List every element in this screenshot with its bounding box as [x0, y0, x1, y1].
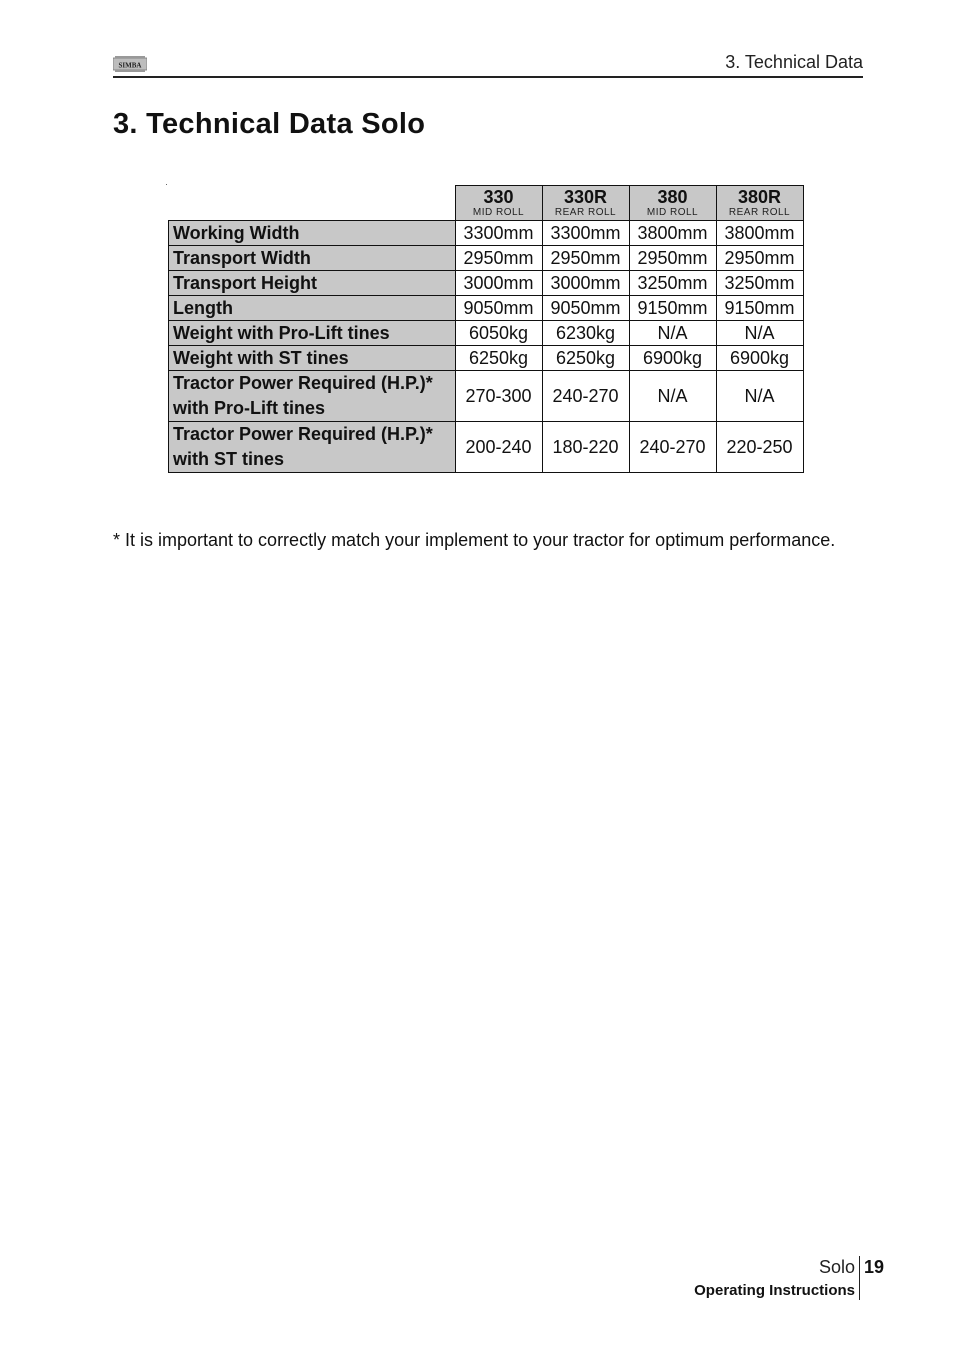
row-label	[169, 422, 456, 473]
table-cell: 240-270	[629, 422, 716, 473]
table-cell: N/A	[629, 321, 716, 346]
section-header: 3. Technical Data	[725, 52, 863, 72]
row-label	[169, 371, 456, 422]
table-cell: 2950mm	[542, 246, 629, 271]
footer-doc-type: Operating Instructions	[694, 1282, 855, 1299]
footer-divider	[859, 1256, 860, 1300]
table-cell: 3000mm	[542, 271, 629, 296]
table-cell: N/A	[629, 371, 716, 422]
table-row	[169, 246, 804, 271]
table-row	[169, 221, 804, 246]
table-cell: 240-270	[542, 371, 629, 422]
row-label: Length	[169, 296, 456, 321]
model-name: 330R	[563, 187, 608, 207]
table-cell: N/A	[716, 371, 803, 422]
table-cell: 6900kg	[629, 346, 716, 371]
model-header-330r	[542, 186, 629, 221]
row-label: Weight with Pro-Lift tines	[169, 321, 456, 346]
header-rule	[113, 76, 863, 78]
page-number: 19	[864, 1257, 885, 1277]
table-cell: 9150mm	[629, 296, 716, 321]
row-label-line: with ST tines	[173, 449, 285, 469]
stray-mark	[166, 184, 167, 185]
page-title: 3. Technical Data Solo	[113, 108, 426, 140]
table-cell: 3300mm	[542, 221, 629, 246]
table-row	[169, 346, 804, 371]
table-header-row	[169, 186, 804, 221]
model-subtitle: MID ROLL	[472, 207, 525, 218]
table-cell: 9050mm	[542, 296, 629, 321]
table-cell: 3800mm	[629, 221, 716, 246]
footer-product-name: Solo	[818, 1257, 855, 1277]
model-header-380r	[716, 186, 803, 221]
table-row	[169, 422, 804, 473]
row-label-line: Tractor Power Required (H.P.)*	[173, 424, 433, 444]
row-label: Transport Height	[169, 271, 456, 296]
row-label: Weight with ST tines	[169, 346, 456, 371]
row-label-line: with Pro-Lift tines	[173, 398, 325, 418]
table-cell: 9150mm	[716, 296, 803, 321]
table-row	[169, 271, 804, 296]
table-cell: 3300mm	[455, 221, 542, 246]
table-cell: 3250mm	[716, 271, 803, 296]
model-subtitle: REAR ROLL	[728, 207, 791, 218]
table-cell: 3000mm	[455, 271, 542, 296]
table-cell: 220-250	[716, 422, 803, 473]
model-subtitle: REAR ROLL	[554, 207, 617, 218]
table-cell: 6230kg	[542, 321, 629, 346]
simba-logo	[113, 56, 147, 72]
row-label: Working Width	[169, 221, 456, 246]
table-cell: 270-300	[455, 371, 542, 422]
technical-data-table	[168, 185, 804, 473]
table-row	[169, 296, 804, 321]
footnote: * It is important to correctly match your implement to your tractor for optimum performance.	[113, 530, 836, 550]
table-cell: 6900kg	[716, 346, 803, 371]
model-name: 330	[483, 187, 514, 207]
table-cell: 6050kg	[455, 321, 542, 346]
table-row	[169, 371, 804, 422]
svg-text:SIMBA: SIMBA	[118, 61, 142, 70]
table-cell: 6250kg	[542, 346, 629, 371]
table-cell: 6250kg	[455, 346, 542, 371]
model-subtitle: MID ROLL	[646, 207, 699, 218]
table-cell: 180-220	[542, 422, 629, 473]
row-label-line: Tractor Power Required (H.P.)*	[173, 373, 433, 393]
table-cell: 3800mm	[716, 221, 803, 246]
model-header-330	[455, 186, 542, 221]
table-row	[169, 321, 804, 346]
model-name: 380	[657, 187, 688, 207]
model-name: 380R	[737, 187, 782, 207]
table-cell: 3250mm	[629, 271, 716, 296]
table-cell: 2950mm	[716, 246, 803, 271]
table-cell: 2950mm	[455, 246, 542, 271]
model-header-380	[629, 186, 716, 221]
table-corner	[169, 186, 456, 221]
table-cell: 2950mm	[629, 246, 716, 271]
table-cell: N/A	[716, 321, 803, 346]
table-cell: 200-240	[455, 422, 542, 473]
table-cell: 9050mm	[455, 296, 542, 321]
row-label: Transport Width	[169, 246, 456, 271]
